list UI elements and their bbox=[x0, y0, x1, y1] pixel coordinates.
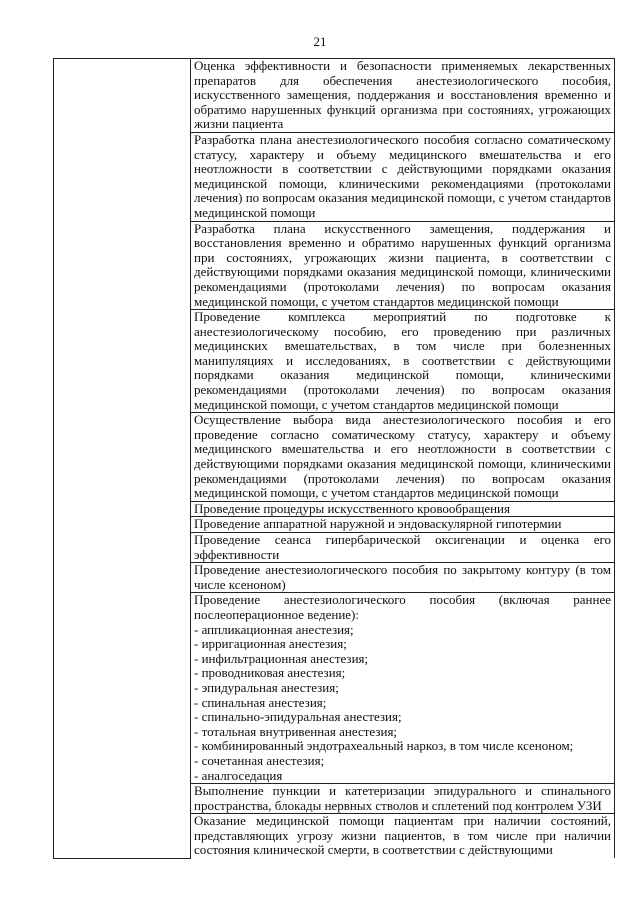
row-text: Проведение комплекса мероприятий по подготовке к анестезиологическому пособию, его проведению при различных медицинских вмешательствах, в том числе при болезненных манипуляциях и исследованиях, в соответствии с действующими порядками оказания медицинской помощи, клиническими рекомендациями (протоколами лечения) по вопросам оказания медицинской помощи, с учетом стандартов медицинской помощи bbox=[194, 309, 611, 412]
row-text: Осуществление выбора вида анестезиологического пособия и его проведение согласно соматическому статусу, характеру и объему медицинского вмешательства и его неотложности в соответствии с действующими порядками оказания медицинской помощи, клиническими рекомендациями (протоколами лечения) по вопросам оказания медицинской помощи, с учетом стандартов медицинской помощи bbox=[194, 412, 611, 501]
table-cell bbox=[191, 784, 615, 814]
row-text: Проведение анестезиологического пособия по закрытому контуру (в том числе ксеноном) bbox=[194, 562, 611, 592]
table-cell bbox=[191, 221, 615, 310]
table-cell bbox=[191, 517, 615, 533]
table-cell bbox=[191, 814, 615, 859]
list-item: - аналгоседация bbox=[194, 767, 283, 783]
list-item: - проводниковая анестезия; bbox=[194, 665, 346, 681]
anesthesia-intro: Проведение анестезиологического пособия (включая раннее послеоперационное ведение): bbox=[194, 592, 611, 622]
table-cell bbox=[191, 310, 615, 413]
table-cell bbox=[191, 59, 615, 133]
table-cell bbox=[191, 563, 615, 593]
table-cell bbox=[191, 501, 615, 517]
table-cell bbox=[191, 593, 615, 784]
list-item: - спинальная анестезия; bbox=[194, 694, 327, 710]
list-item: - инфильтрационная анестезия; bbox=[194, 650, 369, 666]
functions-table bbox=[53, 58, 615, 859]
list-item: - сочетанная анестезия; bbox=[194, 752, 325, 768]
page-number: 21 bbox=[313, 34, 327, 49]
table-row bbox=[54, 59, 615, 133]
list-item: - комбинированный эндотрахеальный наркоз, в том числе ксеноном; bbox=[194, 738, 574, 754]
row-text: Выполнение пункции и катетеризации эпидурального и спинального пространства, блокады нервных стволов и сплетений под контролем УЗИ bbox=[194, 783, 611, 813]
table-cell bbox=[191, 413, 615, 502]
table-cell bbox=[191, 533, 615, 563]
list-item: - эпидуральная анестезия; bbox=[194, 679, 339, 695]
row-text: Разработка плана искусственного замещения, поддержания и восстановления временно и обратимо нарушенных функций организма при состояниях, угрожающих жизни пациента, в соответствии с действующими порядками оказания медицинской помощи, клиническими рекомендациями (протоколами лечения) по вопросам оказания медицинской помощи, с учетом стандартов медицинской помощи bbox=[194, 220, 611, 309]
row-text: Разработка плана анестезиологического пособия согласно соматическому статусу, характеру и объему медицинского вмешательства и его неотложности в соответствии с действующими порядками оказания медицинской помощи, клиническими рекомендациями (протоколами лечения) по вопросам оказания медицинской помощи, с учетом стандартов медицинской помощи bbox=[194, 131, 611, 220]
row-text: Оценка эффективности и безопасности применяемых лекарственных препаратов для обеспечения анестезиологического пособия, искусственного замещения, поддержания и восстановления временно и обратимо нарушенных функций организма при состояниях, угрожающих жизни пациента bbox=[194, 58, 611, 132]
row-text: Проведение процедуры искусственного кровообращения bbox=[194, 500, 510, 516]
list-item: - тотальная внутривенная анестезия; bbox=[194, 723, 398, 739]
row-text: Проведение сеанса гипербарической оксигенации и оценка его эффективности bbox=[194, 532, 611, 562]
anesthesia-list bbox=[194, 623, 611, 784]
table-cell bbox=[191, 132, 615, 221]
list-item: - ирригационная анестезия; bbox=[194, 636, 347, 652]
list-item: - спинально-эпидуральная анестезия; bbox=[194, 709, 402, 725]
row-text: Проведение аппаратной наружной и эндоваскулярной гипотермии bbox=[194, 516, 562, 532]
left-column-cell bbox=[54, 59, 191, 859]
list-item: - аппликационная анестезия; bbox=[194, 621, 354, 637]
row-text: Оказание медицинской помощи пациентам при наличии состояний, представляющих угрозу жизни пациентов, в том числе при наличии состояния клинической смерти, в соответствии с действующими bbox=[194, 814, 611, 858]
